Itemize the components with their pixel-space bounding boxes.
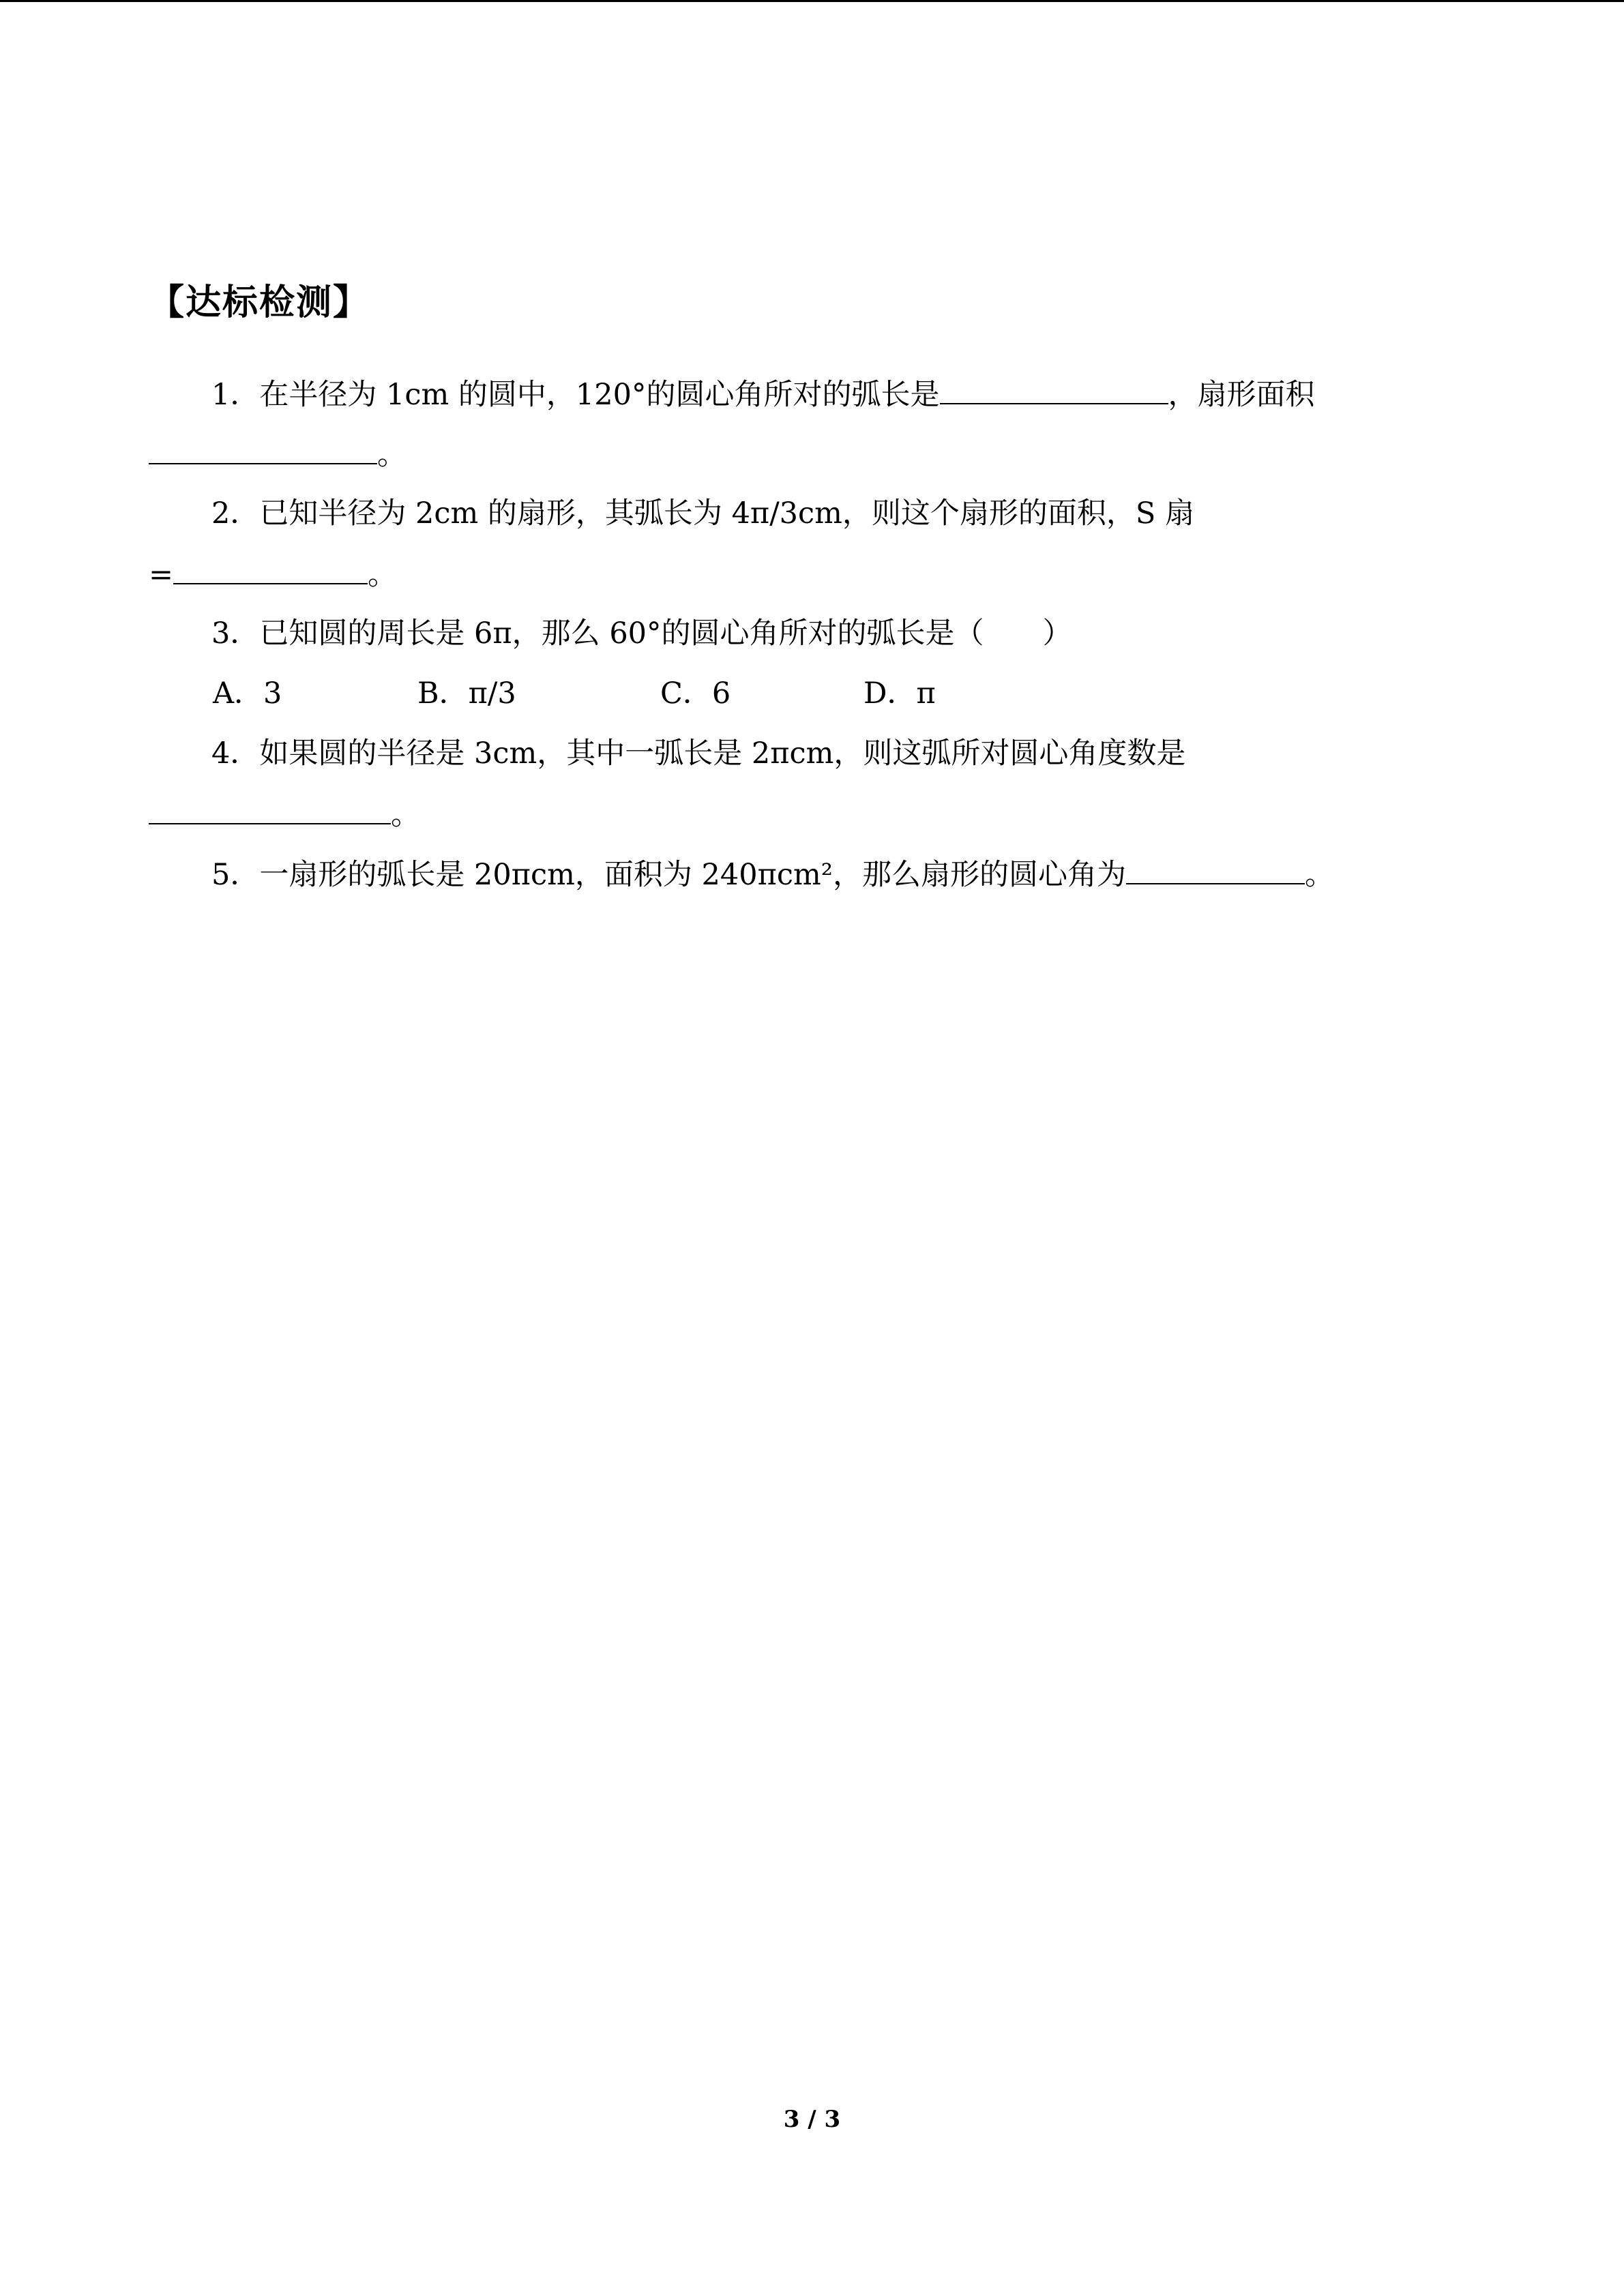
question-2-blank[interactable] xyxy=(173,556,368,584)
question-5-line-1 xyxy=(211,856,1334,893)
question-3-option-b[interactable]: B．π/3 xyxy=(417,676,516,711)
question-3-line-1 xyxy=(211,616,1072,651)
question-2-text: 已知半径为 2cm 的扇形，其弧长为 4π/3cm，则这个扇形的面积，S 扇 xyxy=(259,496,1195,531)
question-4-line-1 xyxy=(211,736,1185,771)
question-3-number: 3． xyxy=(211,616,260,651)
question-1-blank-2[interactable] xyxy=(149,436,377,464)
question-3-option-a[interactable]: A．3 xyxy=(213,676,282,711)
question-1-end: 。 xyxy=(377,438,407,472)
question-1-text: 在半径为 1cm 的圆中，120°的圆心角所对的弧长是 xyxy=(259,378,940,412)
question-1-number: 1． xyxy=(211,378,260,412)
question-1-text-b: ，扇形面积 xyxy=(1168,378,1315,412)
question-5-blank[interactable] xyxy=(1126,856,1305,884)
question-1-line-1 xyxy=(211,376,1315,413)
question-2-line-1 xyxy=(211,496,1194,531)
question-4-end: 。 xyxy=(391,798,420,832)
question-2-number: 2． xyxy=(211,496,260,531)
question-5-text: 一扇形的弧长是 20πcm，面积为 240πcm²，那么扇形的圆心角为 xyxy=(259,858,1126,892)
question-2-equals: = xyxy=(149,558,174,592)
question-2-line-2 xyxy=(149,556,397,593)
question-4-number: 4． xyxy=(211,736,260,771)
question-3-option-c[interactable]: C．6 xyxy=(660,676,731,711)
question-3-option-d[interactable]: D．π xyxy=(863,676,936,711)
question-5-number: 5． xyxy=(211,858,260,892)
section-title: 【达标检测】 xyxy=(149,282,370,323)
question-4-line-2 xyxy=(149,796,420,833)
question-1-blank-1[interactable] xyxy=(940,376,1168,404)
question-3-text: 已知圆的周长是 6π，那么 60°的圆心角所对的弧长是（ ） xyxy=(259,616,1072,651)
question-1-line-2 xyxy=(149,436,407,473)
question-4-text: 如果圆的半径是 3cm，其中一弧长是 2πcm，则这弧所对圆心角度数是 xyxy=(259,736,1186,771)
question-5-end: 。 xyxy=(1304,858,1334,892)
question-2-end: 。 xyxy=(368,558,398,592)
question-4-blank[interactable] xyxy=(149,796,391,824)
page-number: 3 / 3 xyxy=(783,2106,841,2133)
